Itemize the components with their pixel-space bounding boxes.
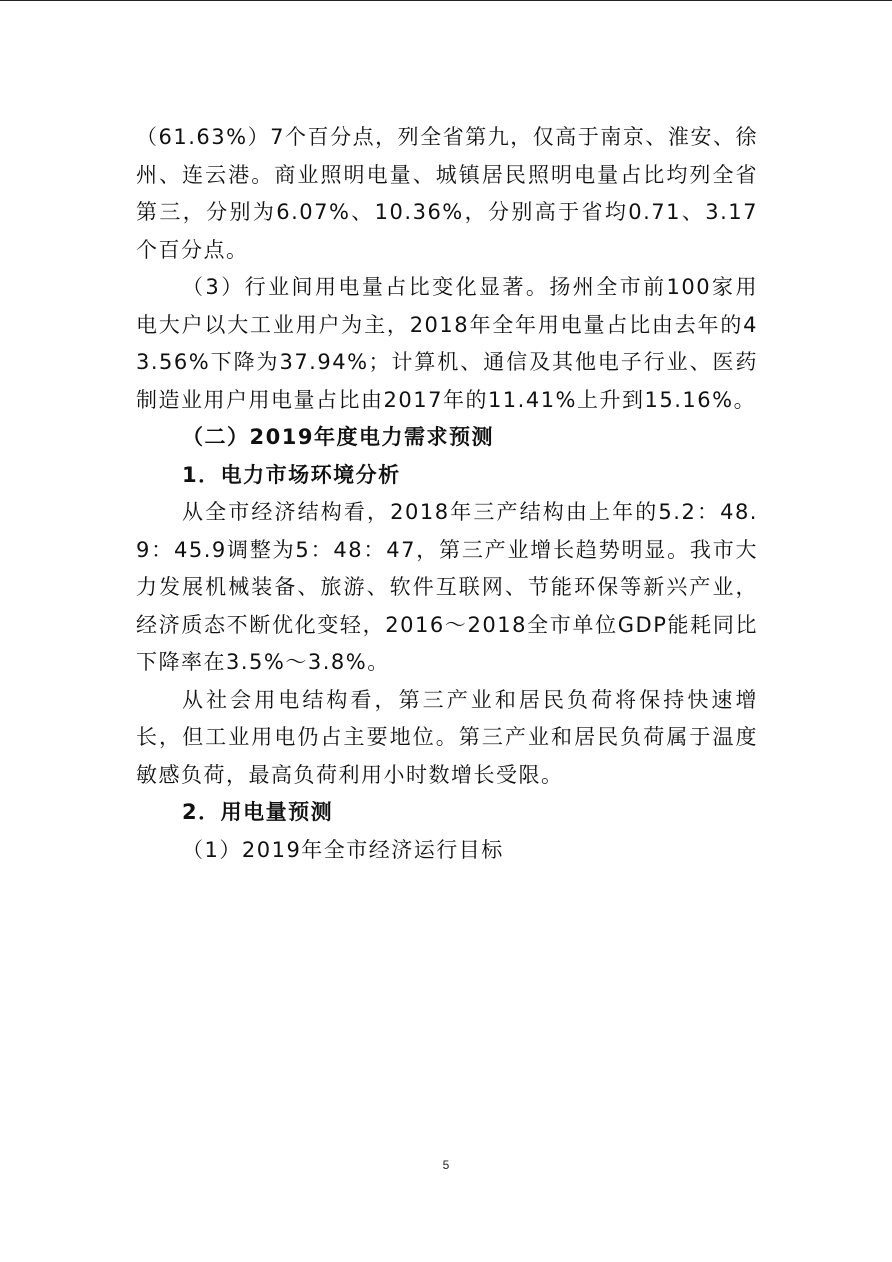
subsection-heading-consumption-forecast: 2．用电量预测 <box>182 800 334 824</box>
paragraph-economic-targets: （1）2019年全市经济运行目标 <box>182 837 504 862</box>
document-body <box>136 119 758 869</box>
paragraph-share-comparison: （61.63%）7个百分点，列全省第九，仅高于南京、淮安、徐州、连云港。商业照明电量、城镇居民照明电量占比均列全省第三，分别为6.07%、10.36%，分别高于省均0.71、3.17个百分点。 <box>136 125 758 262</box>
page-number: 5 <box>442 1158 450 1172</box>
paragraph-industry-share-change: （3）行业间用电量占比变化显著。扬州全市前100家用电大户以大工业用户为主，2018年全年用电量占比由去年的43.56%下降为37.94%；计算机、通信及其他电子行业、医药制造业用户用电量占比由2017年的11.41%上升到15.16%。 <box>136 275 758 412</box>
subsection-heading-market-environment: 1．电力市场环境分析 <box>182 462 401 487</box>
page-top-border <box>0 0 892 1</box>
paragraph-economic-structure: 从全市经济结构看，2018年三产结构由上年的5.2：48.9：45.9调整为5：48：47，第三产业增长趋势明显。我市大力发展机械装备、旅游、软件互联网、节能环保等新兴产业，经济质态不断优化变轻，2016～2018全市单位GDP能耗同比下降率在3.5%～3.8%。 <box>136 500 758 674</box>
paragraph-consumption-structure: 从社会用电结构看，第三产业和居民负荷将保持快速增长，但工业用电仍占主要地位。第三产业和居民负荷属于温度敏感负荷，最高负荷利用小时数增长受限。 <box>136 687 758 787</box>
section-heading-demand-forecast: （二）2019年度电力需求预测 <box>182 425 494 449</box>
